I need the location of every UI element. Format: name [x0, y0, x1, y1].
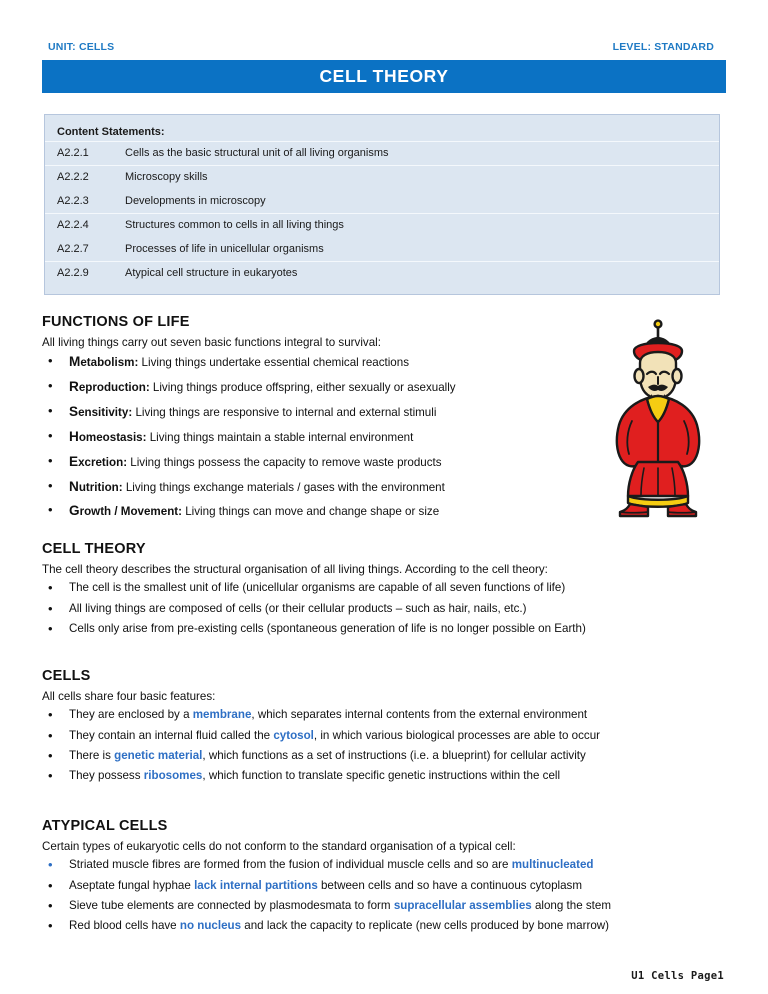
item-text-before: They possess [69, 768, 144, 782]
list-item [42, 453, 582, 471]
term-rest: eproduction [78, 381, 146, 395]
term [69, 505, 182, 518]
statement-code: A2.2.2 [57, 171, 89, 184]
section-heading: ATYPICAL CELLS [42, 818, 168, 834]
atypical-cells-list [42, 857, 732, 933]
section-cell-theory [42, 541, 722, 641]
term-rest: ensitivity [78, 406, 129, 420]
term-punct: : [145, 381, 150, 395]
section-heading: FUNCTIONS OF LIFE [42, 314, 190, 330]
term-initial: M [69, 354, 81, 370]
item-text-after: , which functions as a set of instructions (i.e. a blueprint) for cellular activity [202, 748, 586, 762]
statement-text: Developments in microscopy [125, 194, 266, 207]
term-initial: G [69, 503, 80, 519]
item-description: Living things produce offspring, either sexually or asexually [149, 381, 456, 395]
item-description: Living things are responsive to internal and external stimuli [132, 406, 437, 420]
item-text-before: They are enclosed by a [69, 708, 193, 722]
cells-features-list [42, 707, 722, 783]
term-punct: : [134, 356, 139, 370]
statement-text: Structures common to cells in all living things [125, 219, 344, 232]
section-cells [42, 668, 722, 788]
item-description: Living things possess the capacity to remove waste products [127, 455, 442, 469]
item-text-after: and lack the capacity to replicate (new cells produced by bone marrow) [241, 918, 610, 932]
keyword: cytosol [273, 728, 314, 742]
page-title: CELL THEORY [319, 66, 449, 86]
list-item [42, 707, 722, 723]
term-initial: S [69, 404, 79, 420]
list-item [42, 502, 582, 520]
term-rest: omeostasis [78, 430, 143, 444]
list-item [42, 878, 732, 894]
term-rest: rowth / Movement [79, 505, 179, 519]
item-text-after: along the stem [531, 898, 612, 912]
statement-code: A2.2.9 [57, 267, 89, 280]
item-text-before: Sieve tube elements are connected by plasmodesmata to form [69, 898, 394, 912]
term-initial: E [69, 453, 79, 469]
section-heading: CELL THEORY [42, 541, 146, 557]
term [69, 356, 138, 369]
table-row [45, 261, 719, 285]
keyword: lack internal partitions [194, 878, 318, 892]
statement-text: Atypical cell structure in eukaryotes [125, 267, 298, 280]
statement-text: Processes of life in unicellular organisms [125, 242, 324, 255]
term-punct: : [118, 480, 123, 494]
term-initial: R [69, 379, 79, 395]
term-punct: : [142, 430, 147, 444]
term [69, 453, 128, 469]
section-heading: CELLS [42, 668, 91, 684]
term-punct: : [123, 455, 128, 469]
section-intro: All cells share four basic features: [42, 690, 216, 703]
keyword: multinucleated [511, 858, 594, 872]
cell-theory-list [42, 580, 722, 636]
term-punct: : [178, 505, 183, 519]
item-text-after: , which separates internal contents from the external environment [251, 708, 588, 722]
list-item [42, 748, 722, 764]
table-row [45, 141, 719, 165]
content-statements-title: Content Statements: [57, 126, 165, 138]
keyword: ribosomes [143, 768, 203, 782]
list-item: • All living things are composed of cells (or their cellular products – such as hair, nails, etc.) [42, 601, 722, 617]
list-item [42, 728, 722, 744]
term-rest: xcretion [78, 455, 124, 469]
term-rest: utrition [78, 480, 119, 494]
keyword: membrane [192, 708, 252, 722]
section-intro: Certain types of eukaryotic cells do not conform to the standard organisation of a typical cell: [42, 840, 516, 853]
term [69, 381, 150, 394]
statement-code: A2.2.7 [57, 242, 89, 255]
item-text-before: They contain an internal fluid called the [69, 728, 274, 742]
item-text-after: , in which various biological processes are able to occur [313, 728, 601, 742]
item-text-after: between cells and so have a continuous cytoplasm [317, 878, 583, 892]
section-atypical-cells [42, 818, 732, 938]
term [69, 478, 123, 494]
table-row [45, 190, 719, 213]
statement-code: A2.2.3 [57, 194, 89, 207]
list-item [42, 428, 582, 446]
term-rest: etabolism [80, 356, 135, 370]
keyword: supracellular assemblies [393, 898, 532, 912]
list-item [42, 918, 732, 934]
list-item [42, 378, 582, 396]
list-item: • Cells only arise from pre-existing cells (spontaneous generation of life is no longer possible on Earth) [42, 621, 722, 637]
term-punct: : [128, 406, 133, 420]
item-description: Living things exchange materials / gases with the environment [122, 480, 445, 494]
item-description: Living things maintain a stable internal environment [146, 430, 414, 444]
item-text-before: Aseptate fungal hyphae [69, 878, 195, 892]
level-label: LEVEL: STANDARD [612, 41, 714, 53]
term-initial: H [69, 428, 79, 444]
section-intro: The cell theory describes the structural organisation of all living things. According to the cell theory: [42, 563, 548, 576]
item-text-before: Red blood cells have [69, 918, 180, 932]
table-row [45, 238, 719, 261]
item-text-before: There is [69, 748, 115, 762]
table-row [45, 213, 719, 237]
item-description: Living things undertake essential chemical reactions [138, 356, 409, 370]
term-initial: N [69, 478, 79, 494]
page-footer: U1 Cells Page1 [631, 970, 724, 982]
term [69, 406, 132, 419]
keyword: no nucleus [179, 918, 242, 932]
list-item [42, 353, 582, 371]
statement-code: A2.2.4 [57, 219, 89, 232]
unit-label: UNIT: CELLS [48, 41, 115, 53]
header-meta-row [48, 41, 714, 53]
item-text-before: Striated muscle fibres are formed from the fusion of individual muscle cells and so are [69, 858, 512, 872]
item-text-after: , which function to translate specific genetic instructions within the cell [202, 768, 561, 782]
page-title-bar [42, 60, 726, 93]
mandarin-figure-illustration [588, 318, 728, 523]
statement-text: Microscopy skills [125, 171, 208, 184]
content-statements-box [44, 114, 720, 295]
statement-code: A2.2.1 [57, 147, 89, 159]
keyword: genetic material [114, 748, 203, 762]
list-item [42, 478, 582, 496]
statement-text: Cells as the basic structural unit of all living organisms [125, 147, 389, 159]
section-functions-of-life [42, 314, 582, 527]
item-description: Living things can move and change shape or size [182, 505, 440, 519]
list-item [42, 898, 732, 914]
list-item [42, 768, 722, 784]
list-item [42, 403, 582, 421]
table-row [45, 165, 719, 189]
functions-of-life-list [42, 353, 582, 520]
list-item [42, 857, 732, 873]
term [69, 428, 147, 444]
list-item: • The cell is the smallest unit of life (unicellular organisms are capable of all seven functions of life) [42, 580, 722, 596]
section-intro: All living things carry out seven basic functions integral to survival: [42, 336, 381, 349]
